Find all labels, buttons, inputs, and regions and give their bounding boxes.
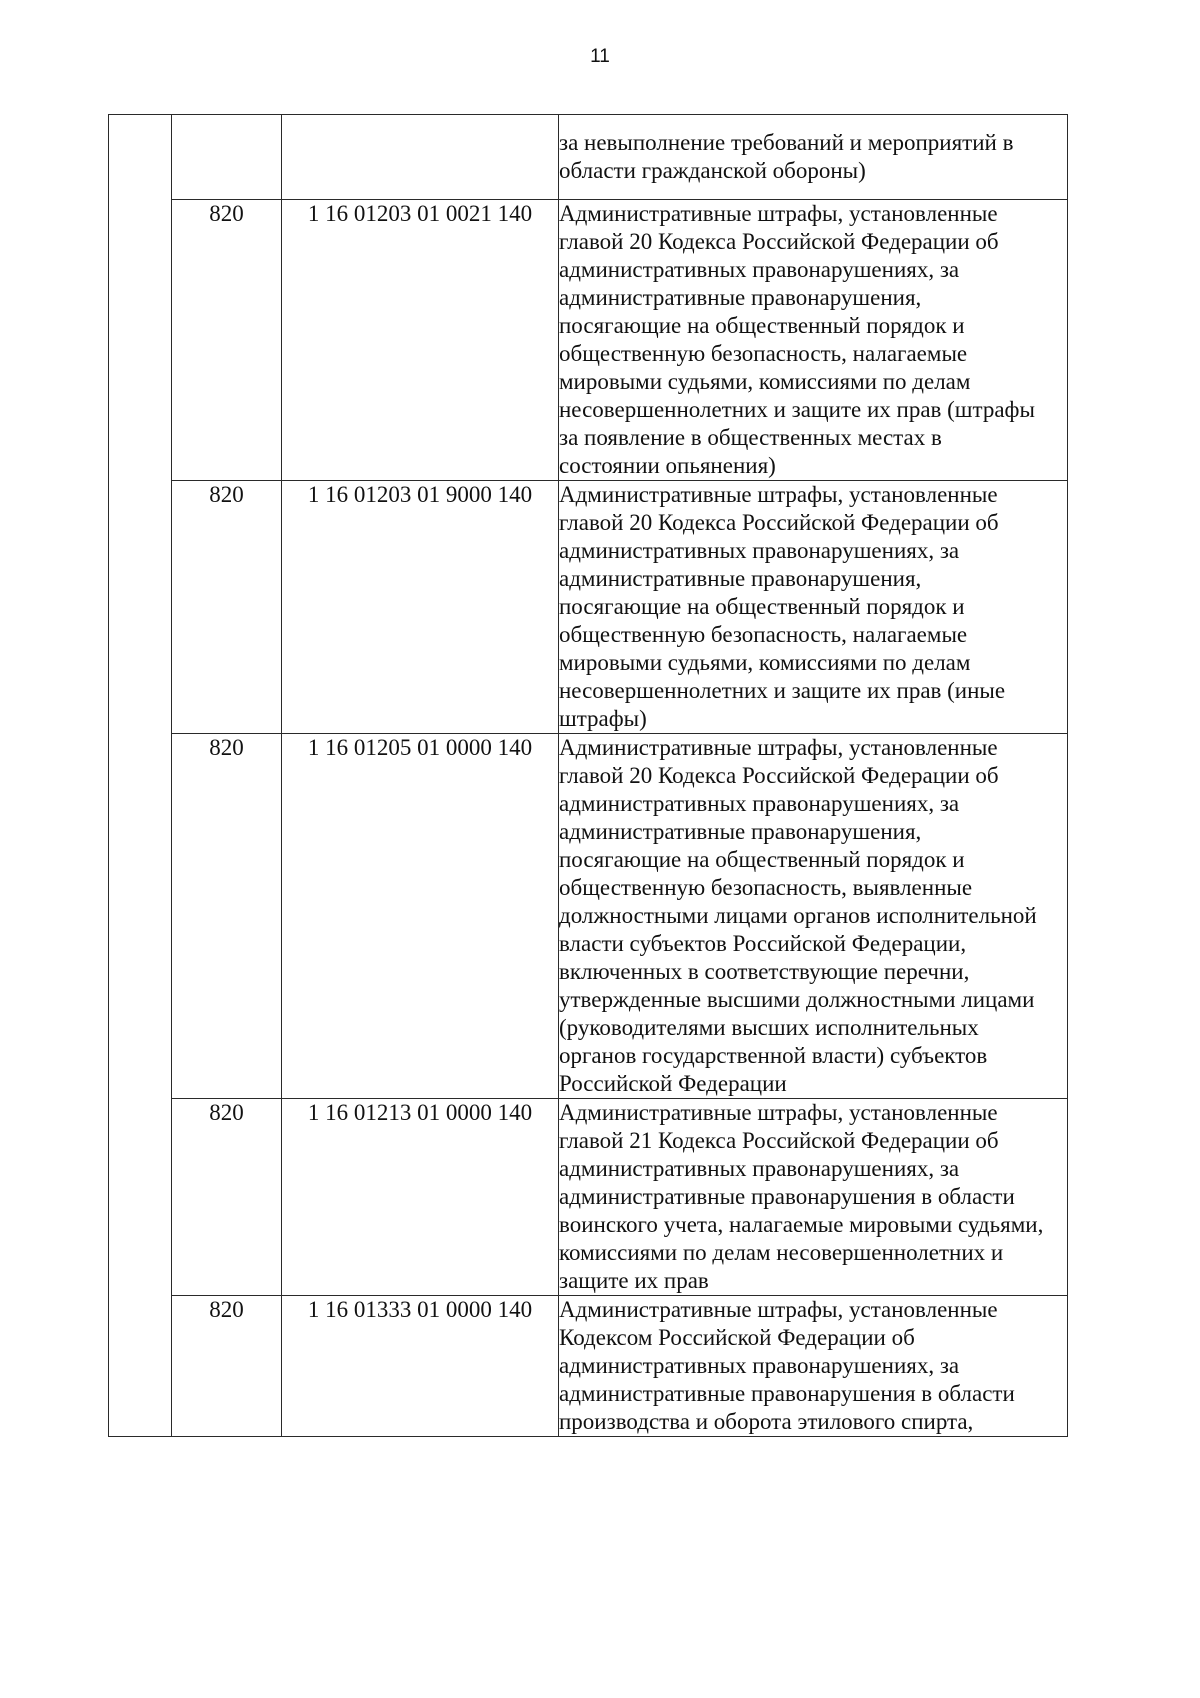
description-line: мировыми судьями, комиссиями по делам — [559, 650, 971, 675]
description-line: Административные штрафы, установленные — [559, 482, 998, 507]
table-row — [109, 115, 1068, 200]
description-cell — [559, 481, 1068, 734]
description-line: Административные штрафы, установленные — [559, 1297, 998, 1322]
description-line: административные правонарушения в области — [559, 1184, 1015, 1209]
description-cell — [559, 200, 1068, 481]
description-line: штрафы) — [559, 706, 647, 731]
description-line: включенных в соответствующие перечни, — [559, 959, 970, 984]
description-line: административные правонарушения, — [559, 819, 922, 844]
description-cell — [559, 1099, 1068, 1296]
description-line: административные правонарушения, — [559, 566, 922, 591]
budget-codes-table — [108, 114, 1068, 1437]
description-line: административных правонарушениях, за — [559, 791, 960, 816]
description-line: воинского учета, налагаемые мировыми судьями, — [559, 1212, 1044, 1237]
description-line: административных правонарушениях, за — [559, 1353, 960, 1378]
description-line: главой 21 Кодекса Российской Федерации об — [559, 1128, 999, 1153]
description-cell — [559, 734, 1068, 1099]
admin-code-cell: 820 — [172, 481, 282, 734]
description-line: мировыми судьями, комиссиями по делам — [559, 369, 971, 394]
description-line: главой 20 Кодекса Российской Федерации об — [559, 229, 999, 254]
admin-code-cell: 820 — [172, 200, 282, 481]
description-line: административных правонарушениях, за — [559, 538, 960, 563]
description-line: Российской Федерации — [559, 1071, 787, 1096]
budget-code-cell: 1 16 01203 01 0021 140 — [282, 200, 559, 481]
description-line: посягающие на общественный порядок и — [559, 847, 965, 872]
description-line: административных правонарушениях, за — [559, 1156, 960, 1181]
description-line: административные правонарушения в области — [559, 1381, 1015, 1406]
budget-code-cell: 1 16 01333 01 0000 140 — [282, 1296, 559, 1437]
description-line: защите их прав — [559, 1268, 709, 1293]
table-row — [109, 734, 1068, 1099]
budget-code-cell: 1 16 01213 01 0000 140 — [282, 1099, 559, 1296]
description-line: административных правонарушениях, за — [559, 257, 960, 282]
budget-code-cell: 1 16 01203 01 9000 140 — [282, 481, 559, 734]
admin-code-cell: 820 — [172, 1099, 282, 1296]
description-line: главой 20 Кодекса Российской Федерации об — [559, 763, 999, 788]
table-row — [109, 481, 1068, 734]
table-row — [109, 1296, 1068, 1437]
description-line: состоянии опьянения) — [559, 453, 776, 478]
description-cell — [559, 1296, 1068, 1437]
description-line: общественную безопасность, выявленные — [559, 875, 973, 900]
merged-first-column-cell — [109, 115, 172, 1437]
admin-code-cell: 820 — [172, 1296, 282, 1437]
description-line: посягающие на общественный порядок и — [559, 594, 965, 619]
description-line: органов государственной власти) субъектов — [559, 1043, 988, 1068]
budget-code-cell — [282, 115, 559, 200]
description-line: Административные штрафы, установленные — [559, 201, 998, 226]
description-line: области гражданской обороны) — [559, 158, 866, 183]
page-number: 11 — [590, 46, 610, 67]
admin-code-cell — [172, 115, 282, 200]
description-line: должностными лицами органов исполнительной — [559, 903, 1037, 928]
description-line: Административные штрафы, установленные — [559, 735, 998, 760]
table-row — [109, 1099, 1068, 1296]
description-line: посягающие на общественный порядок и — [559, 313, 965, 338]
description-line: общественную безопасность, налагаемые — [559, 341, 968, 366]
description-line: комиссиями по делам несовершеннолетних и — [559, 1240, 1004, 1265]
description-line: несовершеннолетних и защите их прав (штрафы — [559, 397, 1035, 422]
description-line: Административные штрафы, установленные — [559, 1100, 998, 1125]
description-line: производства и оборота этилового спирта, — [559, 1409, 974, 1434]
description-line: власти субъектов Российской Федерации, — [559, 931, 967, 956]
description-line: несовершеннолетних и защите их прав (иные — [559, 678, 1006, 703]
admin-code-cell: 820 — [172, 734, 282, 1099]
budget-code-cell: 1 16 01205 01 0000 140 — [282, 734, 559, 1099]
description-line: Кодексом Российской Федерации об — [559, 1325, 915, 1350]
description-line: за появление в общественных местах в — [559, 425, 942, 450]
table-row — [109, 200, 1068, 481]
description-line: (руководителями высших исполнительных — [559, 1015, 979, 1040]
description-line: за невыполнение требований и мероприятий в — [559, 130, 1014, 155]
description-line: административные правонарушения, — [559, 285, 922, 310]
description-cell — [559, 115, 1068, 200]
description-line: утвержденные высшими должностными лицами — [559, 987, 1035, 1012]
description-line: общественную безопасность, налагаемые — [559, 622, 968, 647]
description-line: главой 20 Кодекса Российской Федерации об — [559, 510, 999, 535]
